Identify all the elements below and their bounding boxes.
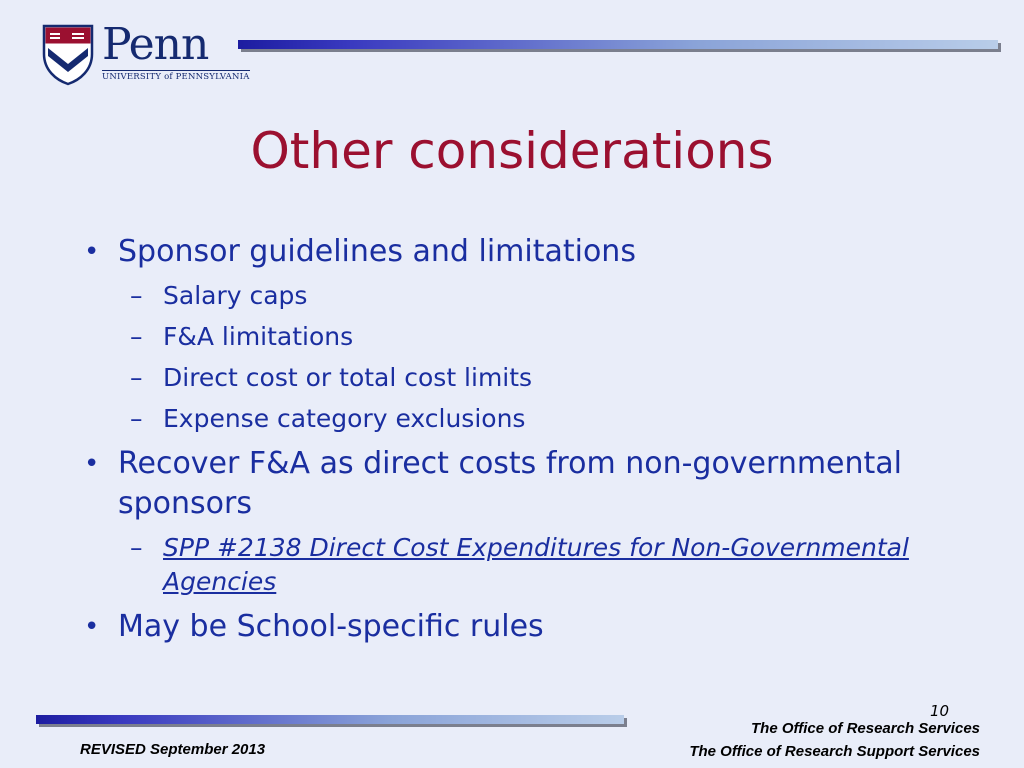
sub-bullet-list <box>118 279 962 436</box>
footer-org-line-2: The Office of Research Support Services <box>689 743 980 760</box>
sub-bullet-item: – F&A limitations <box>130 322 354 351</box>
footer-org-line-1: The Office of Research Services <box>751 720 980 737</box>
sub-bullet-item: – SPP #2138 Direct Cost Expenditures for Non-Governmental Agencies <box>130 533 909 596</box>
bullet-list <box>82 226 962 647</box>
spp-2138-link[interactable]: SPP #2138 Direct Cost Expenditures for Non-Governmental Agencies <box>163 533 909 596</box>
sub-bullet-list <box>118 531 962 599</box>
bullet-text: May be School-specific rules <box>118 609 544 644</box>
sub-bullet-text: F&A limitations <box>163 322 354 351</box>
bullet-text: Recover F&A as direct costs from non-governmental sponsors <box>118 446 903 521</box>
top-decorative-bar <box>238 40 998 49</box>
sub-bullet-item: – Expense category exclusions <box>130 404 526 433</box>
sub-bullet-text: Direct cost or total cost limits <box>163 363 533 392</box>
bullet-item <box>82 232 962 436</box>
sub-bullet-item: – Salary caps <box>130 281 308 310</box>
bottom-decorative-bar <box>36 715 624 724</box>
penn-shield-icon <box>40 24 96 86</box>
footer-revised-date: REVISED September 2013 <box>80 741 266 758</box>
bullet-dot: • <box>84 449 100 479</box>
penn-wordmark: Penn <box>102 19 209 70</box>
sub-bullet-text: Salary caps <box>163 281 308 310</box>
bullet-item <box>82 607 962 647</box>
bullet-text: Sponsor guidelines and limitations <box>118 234 636 269</box>
page-number: 10 <box>930 702 950 720</box>
penn-wordmark-subtitle: UNIVERSITY of PENNSYLVANIA <box>102 72 250 82</box>
sub-bullet-text: Expense category exclusions <box>163 404 526 433</box>
sub-bullet-item: – Direct cost or total cost limits <box>130 363 533 392</box>
bullet-dot: • <box>84 237 100 267</box>
penn-logo <box>40 19 250 86</box>
slide-title: Other considerations <box>250 122 774 180</box>
bullet-item <box>82 444 962 599</box>
bullet-dot: • <box>84 612 100 642</box>
